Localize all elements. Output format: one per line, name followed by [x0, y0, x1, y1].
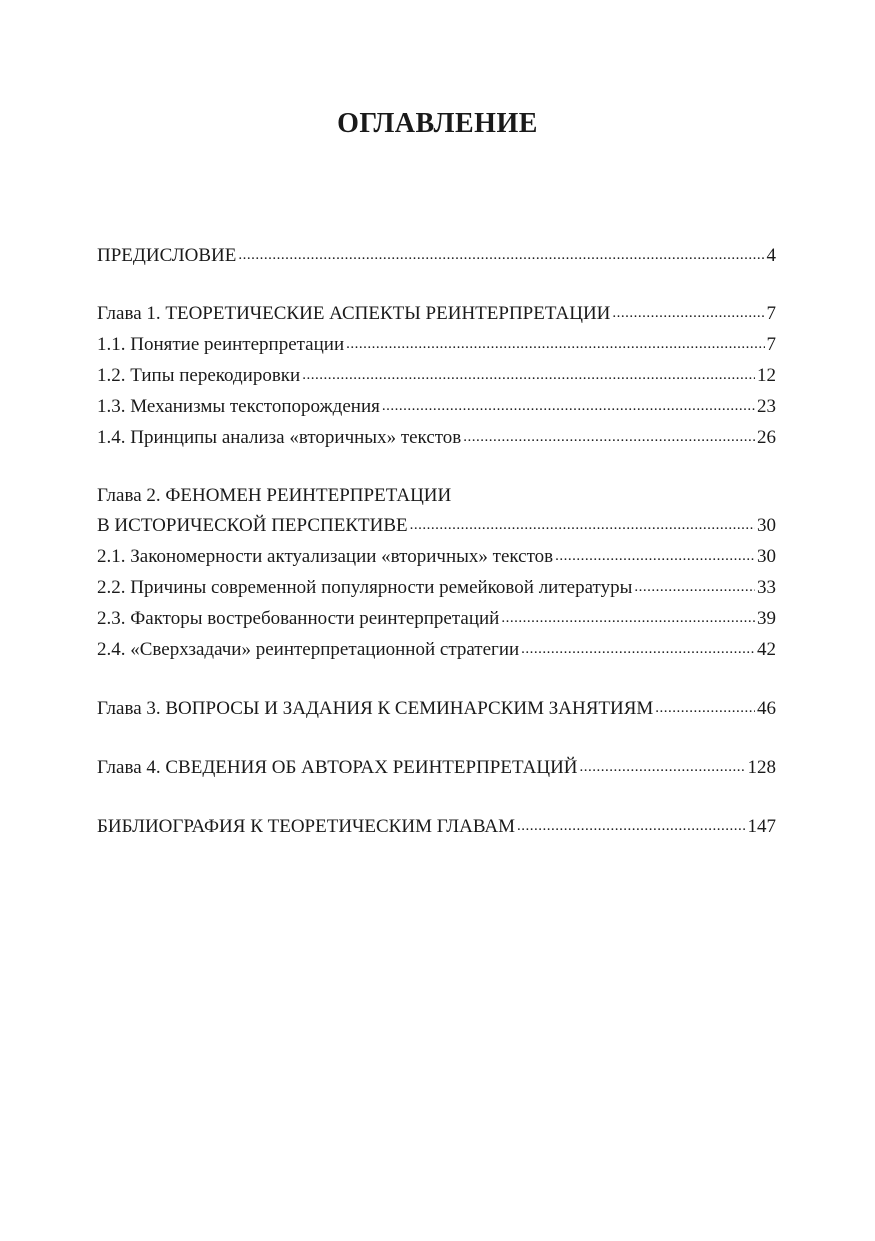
toc-entry-label: ПРЕДИСЛОВИЕ: [97, 245, 237, 266]
toc-entry-label: БИБЛИОГРАФИЯ К ТЕОРЕТИЧЕСКИМ ГЛАВАМ: [97, 816, 515, 837]
toc-entry-bibliography[interactable]: [97, 811, 776, 842]
toc-entry-label: 2.2. Причины современной популярности ремейковой литературы: [97, 577, 633, 598]
toc-entry-label: 1.3. Механизмы текстопорождения: [97, 396, 380, 417]
page-title: ОГЛАВЛЕНИЕ: [337, 108, 538, 139]
toc-entry-label: 1.1. Понятие реинтерпретации: [97, 334, 345, 355]
table-of-contents: [97, 240, 776, 842]
dot-leader: [517, 811, 746, 842]
dot-leader: [382, 391, 755, 422]
toc-entry-label-line-1: Глава 2. ФЕНОМЕН РЕИНТЕРПРЕТАЦИИ: [97, 485, 452, 506]
toc-page-number: 26: [757, 427, 776, 448]
toc-entry-section-2-3[interactable]: [97, 603, 776, 634]
toc-page-number: 30: [757, 546, 776, 567]
toc-page-number: 147: [747, 816, 776, 837]
toc-entry-label: 1.2. Типы перекодировки: [97, 365, 301, 386]
toc-entry-label: Глава 4. СВЕДЕНИЯ ОБ АВТОРАХ РЕИНТЕРПРЕТАЦИЙ: [97, 757, 578, 778]
toc-page-number: 30: [757, 515, 776, 536]
toc-entry-label-line-2: В ИСТОРИЧЕСКОЙ ПЕРСПЕКТИВЕ: [97, 515, 408, 536]
toc-entry-chapter-3[interactable]: [97, 693, 776, 724]
toc-entry-chapter-2[interactable]: [97, 481, 776, 541]
toc-page-number: 4: [766, 245, 776, 266]
dot-leader: [501, 603, 755, 634]
dot-leader: [655, 693, 755, 724]
dot-leader: [346, 329, 764, 360]
toc-entry-section-2-4[interactable]: [97, 634, 776, 665]
toc-entry-label: Глава 1. ТЕОРЕТИЧЕСКИЕ АСПЕКТЫ РЕИНТЕРПРЕТАЦИИ: [97, 303, 611, 324]
spacer: [97, 665, 776, 693]
toc-entry-section-1-4[interactable]: [97, 422, 776, 453]
dot-leader: [238, 240, 764, 271]
toc-entry-section-2-2[interactable]: [97, 572, 776, 603]
toc-entry-chapter-1[interactable]: [97, 298, 776, 329]
dot-leader: [410, 510, 755, 541]
dot-leader: [634, 572, 755, 603]
spacer: [97, 271, 776, 298]
toc-entry-section-1-1[interactable]: [97, 329, 776, 360]
toc-entry-label: 2.4. «Сверхзадачи» реинтерпретационной стратегии: [97, 639, 520, 660]
toc-page-number: 46: [757, 698, 776, 719]
toc-entry-label: 2.3. Факторы востребованности реинтерпретаций: [97, 608, 500, 629]
dot-leader: [463, 422, 755, 453]
toc-entry-label: 2.1. Закономерности актуализации «вторичных» текстов: [97, 546, 554, 567]
dot-leader: [580, 752, 746, 783]
toc-page-number: 7: [766, 303, 776, 324]
toc-entry-preface[interactable]: [97, 240, 776, 271]
spacer: [97, 453, 776, 481]
toc-page-number: 42: [757, 639, 776, 660]
dot-leader: [612, 298, 764, 329]
toc-entry-section-2-1[interactable]: [97, 541, 776, 572]
dot-leader: [521, 634, 755, 665]
toc-entry-section-1-3[interactable]: [97, 391, 776, 422]
toc-page-number: 7: [766, 334, 776, 355]
toc-entry-chapter-2-line-2: [97, 510, 776, 541]
dot-leader: [302, 360, 755, 391]
toc-page-number: 39: [757, 608, 776, 629]
toc-entry-section-1-2[interactable]: [97, 360, 776, 391]
toc-page-number: 33: [757, 577, 776, 598]
toc-entry-label: 1.4. Принципы анализа «вторичных» текстов: [97, 427, 462, 448]
toc-page-number: 12: [757, 365, 776, 386]
toc-entry-chapter-4[interactable]: [97, 752, 776, 783]
toc-page-number: 23: [757, 396, 776, 417]
spacer: [97, 783, 776, 811]
toc-entry-label: Глава 3. ВОПРОСЫ И ЗАДАНИЯ К СЕМИНАРСКИМ ЗАНЯТИЯМ: [97, 698, 654, 719]
dot-leader: [555, 541, 755, 572]
toc-page-number: 128: [747, 757, 776, 778]
spacer: [97, 724, 776, 752]
